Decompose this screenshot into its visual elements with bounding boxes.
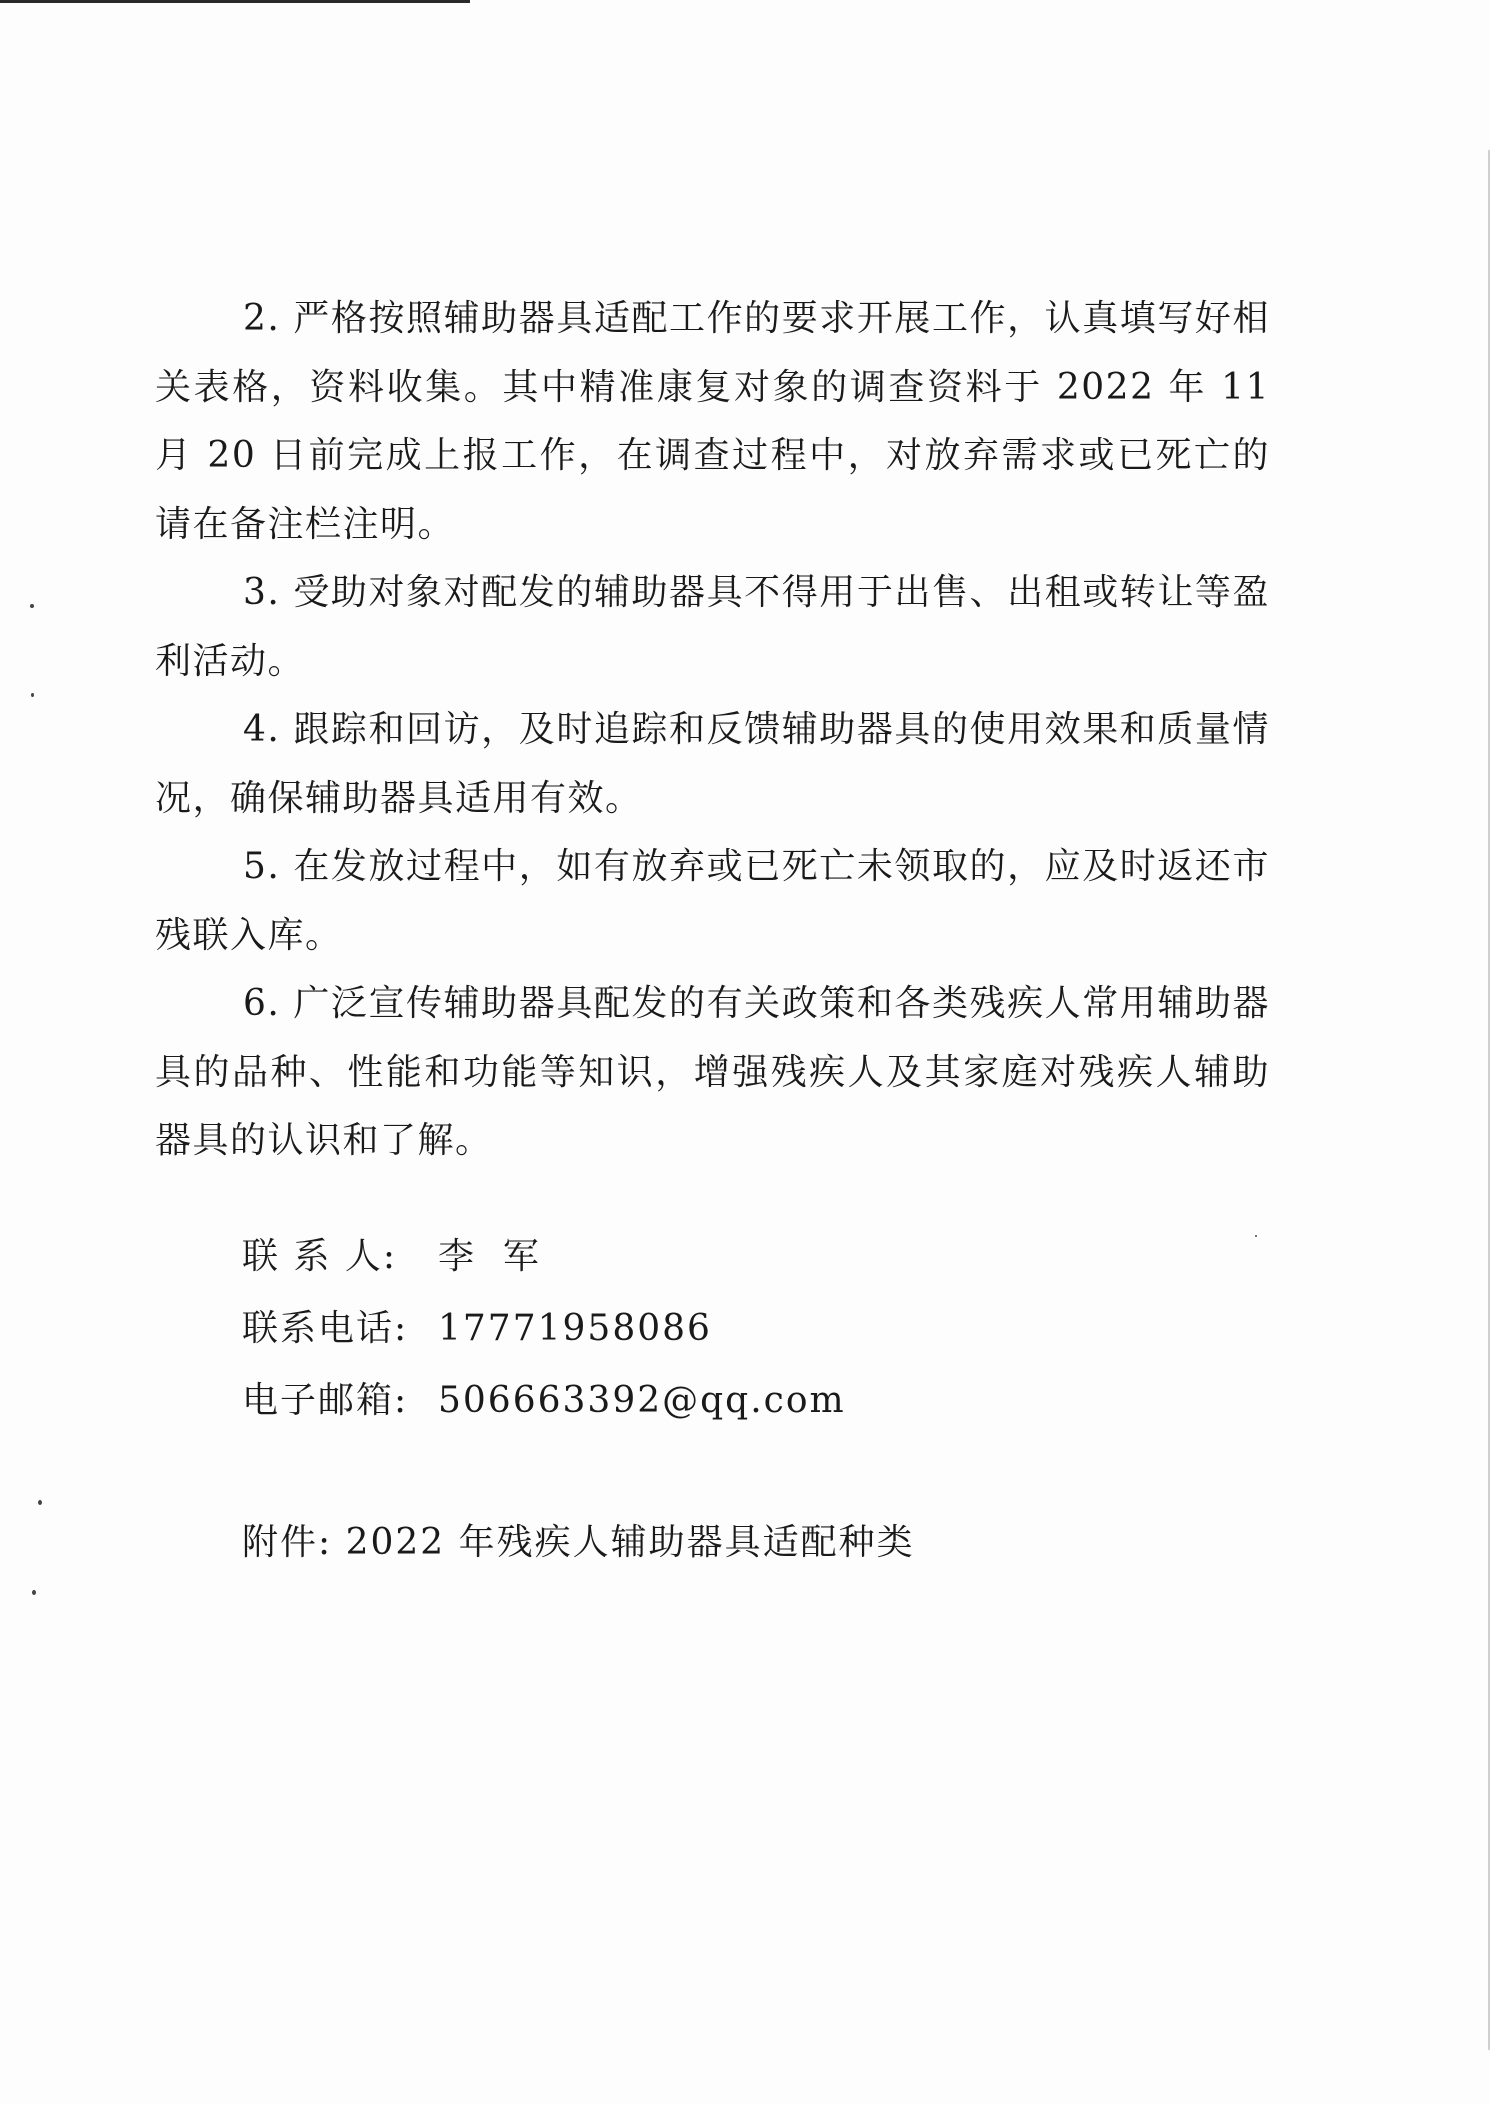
contact-phone-value: 17771958086 (438, 1308, 712, 1349)
paragraph-item-6: 6. 广泛宣传辅助器具配发的有关政策和各类残疾人常用辅助器具的品种、性能和功能等知识，增强残疾人及其家庭对残疾人辅助器具的认识和了解。 (155, 983, 1270, 1161)
paragraph-item-3: 3. 受助对象对配发的辅助器具不得用于出售、出租或转让等盈利活动。 (155, 572, 1270, 682)
attachment-note: 附件: 2022 年残疾人辅助器具适配种类 (242, 1522, 915, 1563)
contact-person-label: 联 系 人: (242, 1236, 398, 1277)
document-body (155, 285, 1270, 1176)
contact-email (242, 1372, 1042, 1423)
scan-speck (31, 693, 34, 697)
contact-email-label: 电子邮箱: (242, 1380, 409, 1421)
scan-speck (1255, 1235, 1257, 1237)
contact-person (242, 1228, 1042, 1279)
paragraph-item-4: 4. 跟踪和回访，及时追踪和反馈辅助器具的使用效果和质量情况，确保辅助器具适用有效。 (155, 709, 1270, 819)
paragraph-item-2: 2. 严格按照辅助器具适配工作的要求开展工作，认真填写好相关表格，资料收集。其中精准康复对象的调查资料于 2022 年 11 月 20 日前完成上报工作，在调查过程中，对放弃需求或已死亡的请在备注栏注明。 (155, 298, 1270, 545)
scan-speck (30, 604, 34, 608)
contact-phone-label: 联系电话: (242, 1308, 409, 1349)
paragraph-item-5: 5. 在发放过程中，如有放弃或已死亡未领取的，应及时返还市残联入库。 (155, 846, 1270, 956)
scan-top-border (0, 0, 470, 3)
contact-person-value: 李 军 (438, 1236, 541, 1277)
scan-speck (38, 1500, 42, 1505)
scan-speck (32, 1590, 36, 1595)
contact-email-value: 506663392@qq.com (438, 1380, 846, 1421)
contact-phone (242, 1300, 1042, 1351)
